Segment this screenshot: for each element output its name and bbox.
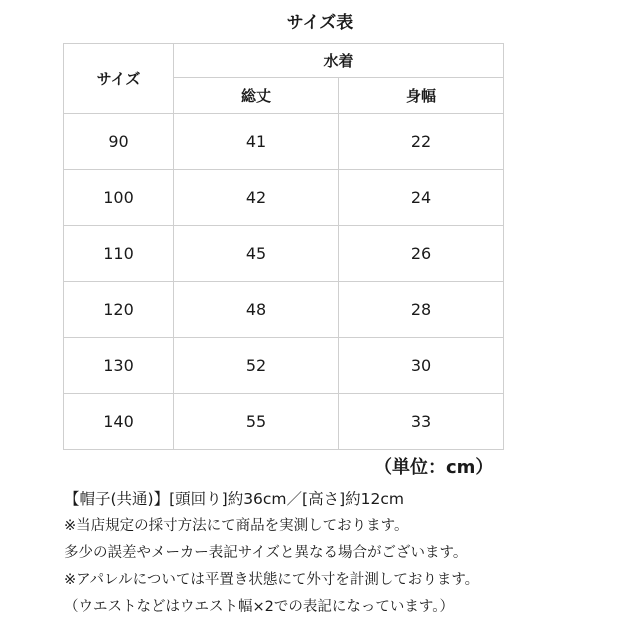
table-row [64, 282, 504, 338]
size-cell: 110 [64, 226, 174, 282]
width-cell: 26 [339, 226, 504, 282]
unit-note: （単位：cm） [374, 457, 494, 478]
length-cell: 52 [174, 338, 339, 394]
table-header-row [64, 44, 504, 78]
width-column-header: 身幅 [339, 78, 504, 114]
page-title: サイズ表 [286, 13, 354, 33]
length-cell: 48 [174, 282, 339, 338]
size-cell: 90 [64, 114, 174, 170]
table-row [64, 338, 504, 394]
size-column-header: サイズ [64, 44, 174, 114]
size-cell: 140 [64, 394, 174, 450]
waist-note: （ウエストなどはウエスト幅×2での表記になっています。） [64, 599, 454, 615]
table-row [64, 226, 504, 282]
size-cell: 100 [64, 170, 174, 226]
table-row [64, 170, 504, 226]
length-cell: 41 [174, 114, 339, 170]
size-cell: 120 [64, 282, 174, 338]
width-cell: 24 [339, 170, 504, 226]
width-cell: 33 [339, 394, 504, 450]
width-cell: 28 [339, 282, 504, 338]
length-column-header: 総丈 [174, 78, 339, 114]
length-cell: 45 [174, 226, 339, 282]
table-row [64, 394, 504, 450]
flat-measurement-note: ※アパレルについては平置き状態にて外寸を計測しております。 [64, 572, 480, 588]
measurement-note: ※当店規定の採寸方法にて商品を実測しております。 [64, 518, 409, 534]
length-cell: 55 [174, 394, 339, 450]
width-cell: 30 [339, 338, 504, 394]
tolerance-note: 多少の誤差やメーカー表記サイズと異なる場合がございます。 [64, 545, 468, 561]
hat-size-note: 【帽子(共通)】[頭回り]約36cm／[高さ]約12cm [64, 490, 404, 508]
size-cell: 130 [64, 338, 174, 394]
table-row [64, 114, 504, 170]
size-table [63, 43, 504, 450]
notes-block [64, 490, 636, 625]
width-cell: 22 [339, 114, 504, 170]
length-cell: 42 [174, 170, 339, 226]
swimwear-group-header: 水着 [174, 44, 504, 78]
